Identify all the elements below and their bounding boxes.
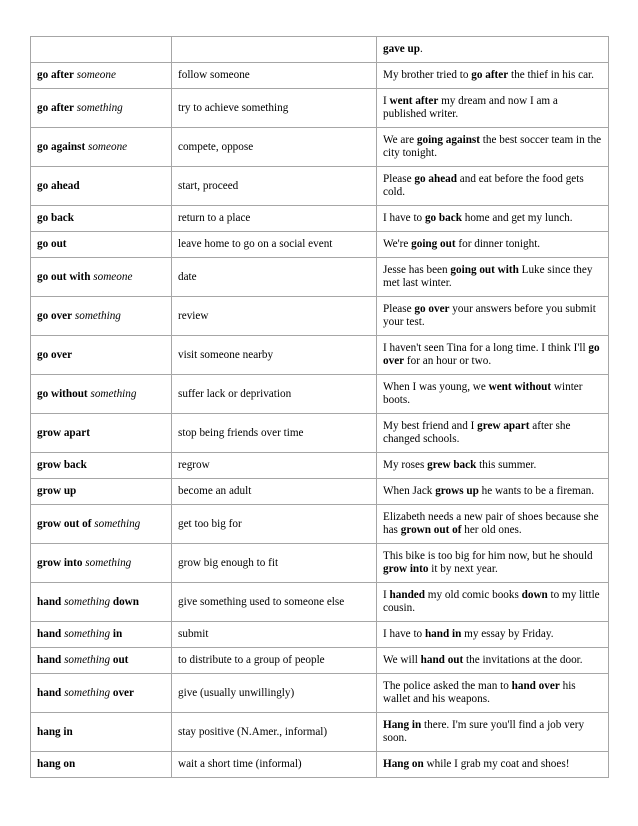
table-row — [31, 674, 609, 713]
example-cell — [377, 375, 609, 414]
example-text: winter boots. — [383, 381, 583, 406]
meaning-cell: to distribute to a group of people — [172, 648, 377, 674]
example-text: I — [383, 95, 390, 107]
verb-part: grow back — [37, 459, 87, 471]
verb-object: something — [94, 517, 141, 530]
table-row — [31, 583, 609, 622]
example-text: for dinner tonight. — [455, 238, 541, 250]
example-highlight: going out — [411, 238, 456, 250]
verb-part: go over — [37, 309, 73, 322]
verb-part: go ahead — [37, 179, 80, 192]
example-cell — [377, 648, 609, 674]
table-row — [31, 63, 609, 89]
meaning-cell: date — [172, 258, 377, 297]
example-text: and eat before the food gets cold. — [383, 173, 584, 198]
example-highlight: go over — [414, 303, 450, 315]
example-highlight: Hang on — [383, 758, 424, 770]
example-text: he wants to be a fireman. — [478, 485, 595, 497]
table-row — [31, 622, 609, 648]
example-highlight: go after — [471, 69, 509, 81]
verb-object: someone — [87, 140, 128, 153]
table-row — [31, 713, 609, 752]
table-row — [31, 505, 609, 544]
phrasal-verb-cell — [31, 258, 172, 297]
page — [30, 36, 608, 778]
table-row — [31, 128, 609, 167]
example-cell — [377, 583, 609, 622]
example-text: Jesse has been — [383, 264, 451, 276]
table-row — [31, 37, 609, 63]
meaning-cell: leave home to go on a social event — [172, 232, 377, 258]
verb-part: go against — [37, 140, 86, 153]
example-cell — [377, 206, 609, 232]
verb-object: someone — [93, 270, 133, 283]
example-text: I haven't seen Tina for a long time. I think I'll — [383, 342, 589, 354]
phrasal-verb-cell — [31, 414, 172, 453]
verb-part: go over — [37, 348, 73, 361]
verb-part: hand — [37, 654, 62, 666]
meaning-cell: suffer lack or deprivation — [172, 375, 377, 414]
meaning-cell: regrow — [172, 453, 377, 479]
example-highlight: grows up — [435, 485, 479, 497]
example-highlight: went after — [389, 95, 439, 107]
example-text: . — [420, 43, 423, 55]
phrasal-verb-cell — [31, 583, 172, 622]
meaning-cell: submit — [172, 622, 377, 648]
table-row — [31, 414, 609, 453]
example-highlight: handed — [389, 589, 425, 601]
verb-part: hand — [37, 595, 62, 608]
verb-object: something — [74, 309, 121, 322]
example-highlight: gave up — [383, 43, 420, 55]
example-text: his wallet and his weapons. — [383, 680, 576, 705]
example-cell — [377, 453, 609, 479]
phrasal-verb-cell — [31, 297, 172, 336]
example-text: to my little cousin. — [383, 589, 600, 614]
example-text: there. I'm sure you'll find a job very soon. — [383, 719, 585, 744]
meaning-cell: become an adult — [172, 479, 377, 505]
table-row — [31, 752, 609, 778]
phrasal-verb-cell — [31, 232, 172, 258]
verb-part: go after — [37, 69, 74, 81]
phrasal-verb-cell — [31, 167, 172, 206]
example-cell — [377, 479, 609, 505]
meaning-cell: wait a short time (informal) — [172, 752, 377, 778]
example-text: for an hour or two. — [404, 355, 492, 367]
table-row — [31, 453, 609, 479]
example-highlight: going out with — [450, 264, 519, 276]
verb-part: grow up — [37, 485, 77, 497]
example-cell — [377, 37, 609, 63]
phrasal-verb-cell — [31, 206, 172, 232]
phrasal-verb-cell — [31, 713, 172, 752]
table-row — [31, 89, 609, 128]
example-text: while I grab my coat and shoes! — [423, 758, 570, 770]
verb-object: something — [64, 654, 111, 666]
phrasal-verb-cell — [31, 37, 172, 63]
example-text: Please — [383, 173, 415, 185]
example-text: after she changed schools. — [383, 420, 571, 445]
phrasal-verbs-table — [30, 36, 609, 778]
example-text: the invitations at the door. — [463, 654, 583, 666]
example-text: the thief in his car. — [508, 69, 594, 81]
phrasal-verb-cell — [31, 336, 172, 375]
verb-object: something — [85, 556, 132, 569]
meaning-cell: grow big enough to fit — [172, 544, 377, 583]
example-text: My roses — [383, 459, 428, 471]
verb-part: hang in — [37, 725, 73, 738]
example-text: my essay by Friday. — [461, 628, 554, 640]
verb-object: something — [64, 595, 111, 608]
verb-part: grow out of — [37, 517, 92, 530]
table-body — [31, 37, 609, 778]
example-highlight: hand in — [424, 628, 462, 640]
example-text: her old ones. — [461, 524, 522, 536]
example-text: Elizabeth needs a new pair of shoes because she has — [383, 511, 599, 536]
table-row — [31, 258, 609, 297]
example-text: it by next year. — [428, 563, 498, 575]
meaning-cell: get too big for — [172, 505, 377, 544]
example-highlight: going against — [416, 134, 480, 146]
table-row — [31, 167, 609, 206]
verb-part: in — [112, 628, 123, 640]
example-text: When Jack — [383, 485, 436, 497]
example-highlight: down — [521, 589, 548, 601]
example-text: home and get my lunch. — [461, 212, 573, 224]
example-text: We're — [383, 238, 412, 250]
phrasal-verb-cell — [31, 622, 172, 648]
verb-object: something — [90, 387, 137, 400]
meaning-cell: visit someone nearby — [172, 336, 377, 375]
example-text: my dream and now I am a published writer. — [383, 95, 558, 120]
example-cell — [377, 258, 609, 297]
phrasal-verb-cell — [31, 479, 172, 505]
table-row — [31, 232, 609, 258]
example-text: I have to — [383, 628, 425, 640]
example-highlight: hand out — [420, 654, 464, 666]
example-text: The police asked the man to — [383, 680, 512, 692]
verb-object: someone — [76, 69, 116, 81]
example-cell — [377, 232, 609, 258]
meaning-cell: give (usually unwillingly) — [172, 674, 377, 713]
example-highlight: went without — [488, 381, 552, 393]
example-highlight: grown out of — [400, 524, 462, 536]
phrasal-verb-cell — [31, 505, 172, 544]
meaning-cell: follow someone — [172, 63, 377, 89]
verb-part: go after — [37, 101, 74, 114]
example-text: this summer. — [476, 459, 537, 471]
table-row — [31, 648, 609, 674]
verb-part: over — [112, 686, 134, 699]
example-cell — [377, 128, 609, 167]
table-row — [31, 479, 609, 505]
example-highlight: go ahead — [414, 173, 457, 185]
phrasal-verb-cell — [31, 648, 172, 674]
example-cell — [377, 167, 609, 206]
example-text: My best friend and I — [383, 420, 478, 432]
verb-part: down — [112, 595, 139, 608]
phrasal-verb-cell — [31, 752, 172, 778]
example-cell — [377, 713, 609, 752]
verb-part: grow apart — [37, 426, 90, 439]
verb-part: hang on — [37, 758, 76, 770]
phrasal-verb-cell — [31, 544, 172, 583]
example-cell — [377, 336, 609, 375]
verb-part: out — [112, 654, 129, 666]
example-text: We will — [383, 654, 421, 666]
meaning-cell: start, proceed — [172, 167, 377, 206]
verb-object: something — [64, 686, 111, 699]
meaning-cell: stay positive (N.Amer., informal) — [172, 713, 377, 752]
verb-object: something — [64, 628, 111, 640]
example-text: My brother tried to — [383, 69, 472, 81]
example-text: your answers before you submit your test. — [383, 303, 596, 328]
phrasal-verb-cell — [31, 128, 172, 167]
example-cell — [377, 752, 609, 778]
meaning-cell: try to achieve something — [172, 89, 377, 128]
example-cell — [377, 297, 609, 336]
phrasal-verb-cell — [31, 674, 172, 713]
verb-part: hand — [37, 686, 62, 699]
example-cell — [377, 622, 609, 648]
meaning-cell: give something used to someone else — [172, 583, 377, 622]
verb-part: hand — [37, 628, 62, 640]
verb-part: go out — [37, 238, 67, 250]
example-cell — [377, 414, 609, 453]
example-text: This bike is too big for him now, but he should — [383, 550, 593, 562]
example-highlight: grew back — [427, 459, 477, 471]
example-highlight: go over — [383, 342, 600, 367]
meaning-cell: stop being friends over time — [172, 414, 377, 453]
example-cell — [377, 544, 609, 583]
example-cell — [377, 89, 609, 128]
meaning-cell: compete, oppose — [172, 128, 377, 167]
example-highlight: hand over — [511, 680, 560, 692]
example-text: I have to — [383, 212, 425, 224]
example-text: my old comic books — [424, 589, 522, 601]
phrasal-verb-cell — [31, 89, 172, 128]
phrasal-verb-cell — [31, 375, 172, 414]
example-highlight: go back — [424, 212, 462, 224]
example-highlight: grow into — [383, 563, 429, 575]
table-row — [31, 206, 609, 232]
example-text: We are — [383, 134, 417, 146]
example-text: Luke since they met last winter. — [383, 264, 593, 289]
table-row — [31, 297, 609, 336]
example-highlight: Hang in — [383, 719, 422, 731]
verb-object: something — [76, 101, 123, 114]
verb-part: grow into — [37, 556, 83, 569]
verb-part: go out with — [37, 270, 91, 283]
example-text: Please — [383, 303, 415, 315]
meaning-cell — [172, 37, 377, 63]
table-row — [31, 336, 609, 375]
table-row — [31, 544, 609, 583]
example-cell — [377, 505, 609, 544]
verb-part: go back — [37, 212, 74, 224]
example-cell — [377, 63, 609, 89]
example-text: When I was young, we — [383, 381, 489, 393]
meaning-cell: return to a place — [172, 206, 377, 232]
phrasal-verb-cell — [31, 453, 172, 479]
example-cell — [377, 674, 609, 713]
example-text: I — [383, 589, 390, 601]
table-row — [31, 375, 609, 414]
phrasal-verb-cell — [31, 63, 172, 89]
example-highlight: grew apart — [477, 420, 530, 432]
meaning-cell: review — [172, 297, 377, 336]
example-text: the best soccer team in the city tonight. — [383, 134, 602, 159]
verb-part: go without — [37, 387, 88, 400]
